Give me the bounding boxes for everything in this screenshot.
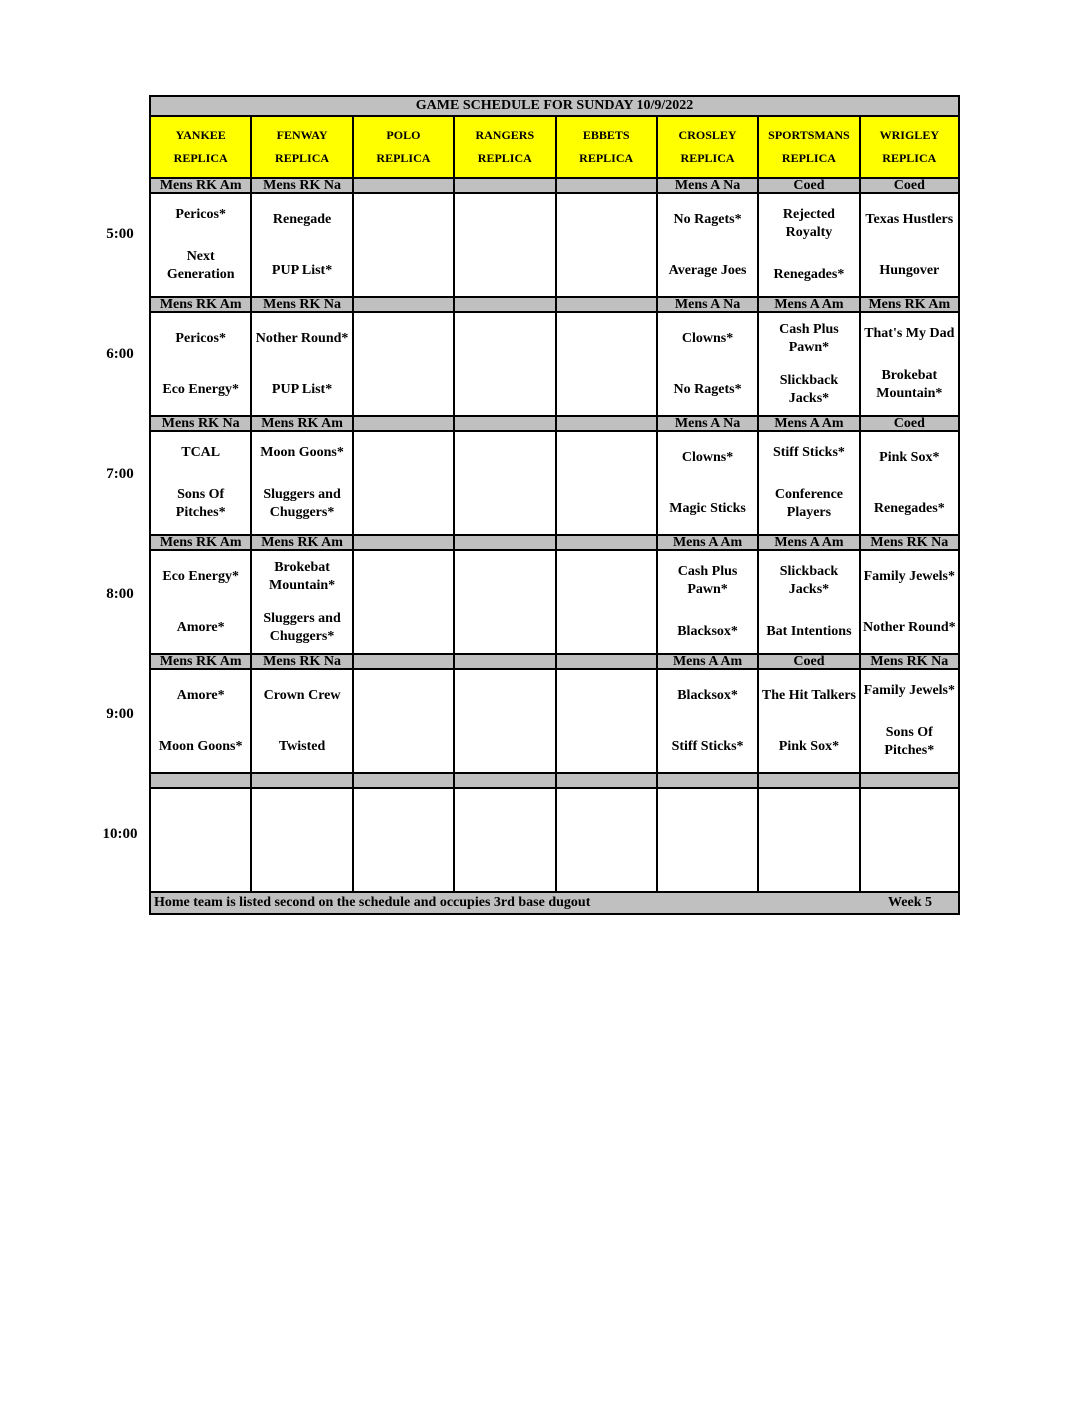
- game-cell: [352, 432, 453, 536]
- game-cell: [453, 313, 554, 417]
- division-cell: Coed: [859, 179, 960, 194]
- division-cell: [453, 298, 554, 313]
- game-cell: [352, 313, 453, 417]
- division-cell: Mens RK Na: [250, 655, 351, 670]
- division-cell: Mens A Na: [656, 298, 757, 313]
- away-team: Amore*: [176, 687, 225, 703]
- division-cell: Mens RK Na: [250, 179, 351, 194]
- field-type: REPLICA: [275, 151, 330, 165]
- game-cell: [757, 313, 858, 417]
- division-cell: Mens RK Na: [250, 298, 351, 313]
- game-cell: [859, 313, 960, 417]
- division-cell: [757, 774, 858, 789]
- game-cell: [656, 670, 757, 774]
- division-cell: Mens A Am: [757, 536, 858, 551]
- division-cell: Mens RK Am: [149, 655, 250, 670]
- division-cell: [555, 655, 656, 670]
- game-row: [149, 432, 960, 536]
- game-cell: [656, 432, 757, 536]
- division-cell: [453, 417, 554, 432]
- game-cell: [757, 789, 858, 893]
- field-type: REPLICA: [173, 151, 228, 165]
- home-team: Hungover: [879, 262, 940, 278]
- home-team: Stiff Sticks*: [671, 738, 744, 754]
- time-slots: [149, 179, 960, 893]
- game-cell: [250, 432, 351, 536]
- game-row: [149, 670, 960, 774]
- home-team: Sons Of Pitches*: [884, 725, 935, 758]
- game-cell: [250, 789, 351, 893]
- division-cell: Mens RK Am: [859, 298, 960, 313]
- time-label: 8:00: [106, 586, 134, 602]
- game-cell: [656, 789, 757, 893]
- game-cell: [859, 432, 960, 536]
- away-team: Cash Plus Pawn*: [779, 321, 839, 355]
- division-cell: [453, 774, 554, 789]
- field-name: EBBETS: [582, 128, 630, 142]
- game-cell: [149, 670, 250, 774]
- home-team: Sons Of Pitches*: [175, 487, 226, 520]
- game-row: [149, 551, 960, 655]
- game-cell: [859, 194, 960, 298]
- away-team: Moon Goons*: [260, 445, 344, 460]
- game-cell: [149, 432, 250, 536]
- division-cell: Mens A Na: [656, 179, 757, 194]
- division-cell: [250, 774, 351, 789]
- time-label: 7:00: [106, 466, 134, 482]
- away-team: Blacksox*: [677, 687, 738, 703]
- game-cell: [149, 551, 250, 655]
- division-cell: Mens RK Am: [149, 536, 250, 551]
- time-label: 10:00: [102, 826, 138, 842]
- field-name: FENWAY: [276, 128, 328, 142]
- division-cell: [453, 536, 554, 551]
- home-team: Average Joes: [668, 262, 747, 278]
- away-team: Family Jewels*: [863, 683, 955, 698]
- division-cell: [555, 774, 656, 789]
- home-team: Slickback Jacks*: [779, 372, 839, 406]
- field-name: SPORTSMANS: [768, 128, 850, 142]
- division-cell: [149, 774, 250, 789]
- away-team: The Hit Talkers: [761, 687, 856, 703]
- division-cell: Mens RK Am: [149, 179, 250, 194]
- time-label: 9:00: [106, 706, 134, 722]
- division-cell: [555, 298, 656, 313]
- footer-note: Home team is listed second on the schedule and occupies 3rd base dugout: [154, 895, 591, 910]
- away-team: Pericos*: [175, 207, 226, 222]
- division-cell: [859, 774, 960, 789]
- division-row: [149, 774, 960, 789]
- away-team: Slickback Jacks*: [779, 564, 839, 597]
- home-team: Pink Sox*: [778, 738, 840, 754]
- away-team: Renegade: [272, 211, 332, 227]
- away-team: That's My Dad: [864, 326, 955, 341]
- game-cell: [250, 670, 351, 774]
- division-cell: Mens RK Am: [250, 417, 351, 432]
- home-team: Amore*: [176, 619, 225, 635]
- game-cell: [352, 670, 453, 774]
- away-team: Crown Crew: [263, 687, 341, 703]
- game-cell: [352, 551, 453, 655]
- division-cell: [453, 655, 554, 670]
- home-team: Renegades*: [873, 500, 945, 516]
- game-cell: [453, 670, 554, 774]
- away-team: Brokebat Mountain*: [269, 559, 336, 593]
- field-name: POLO: [386, 128, 421, 142]
- division-cell: [555, 179, 656, 194]
- field-header-ebbets: [555, 117, 656, 179]
- home-team: Next Generation: [166, 249, 235, 282]
- field-type: REPLICA: [680, 151, 735, 165]
- division-cell: [352, 774, 453, 789]
- division-cell: [656, 774, 757, 789]
- home-team: Eco Energy*: [162, 381, 239, 397]
- home-team: Brokebat Mountain*: [876, 368, 943, 401]
- division-row: [149, 417, 960, 432]
- division-cell: [352, 655, 453, 670]
- field-header-sportsmans: [757, 117, 858, 179]
- away-team: Nother Round*: [255, 330, 349, 346]
- game-cell: [250, 551, 351, 655]
- game-cell: [555, 551, 656, 655]
- week-label: Week 5: [888, 895, 932, 910]
- away-team: Texas Hustlers: [865, 211, 954, 227]
- away-team: Cash Plus Pawn*: [677, 564, 738, 597]
- field-name: RANGERS: [475, 128, 535, 142]
- division-cell: [555, 536, 656, 551]
- game-cell: [453, 551, 554, 655]
- schedule-footer: [149, 893, 960, 915]
- division-cell: [453, 179, 554, 194]
- division-cell: [352, 179, 453, 194]
- away-team: Eco Energy*: [162, 568, 239, 584]
- field-header-fenway: [250, 117, 351, 179]
- field-name: CROSLEY: [678, 128, 737, 142]
- game-row: [149, 313, 960, 417]
- game-cell: [757, 670, 858, 774]
- field-header-wrigley: [859, 117, 960, 179]
- home-team: Conference Players: [774, 487, 844, 520]
- division-cell: [352, 298, 453, 313]
- division-cell: Mens RK Na: [859, 655, 960, 670]
- field-name: YANKEE: [175, 128, 226, 142]
- game-cell: [453, 432, 554, 536]
- division-row: [149, 179, 960, 194]
- home-team: Sluggers and Chuggers*: [263, 487, 341, 520]
- division-cell: Mens A Am: [656, 536, 757, 551]
- away-team: Stiff Sticks*: [772, 445, 845, 460]
- game-cell: [250, 313, 351, 417]
- field-type: REPLICA: [477, 151, 532, 165]
- away-team: Pericos*: [175, 330, 226, 346]
- division-cell: Coed: [757, 655, 858, 670]
- home-team: Magic Sticks: [669, 500, 746, 516]
- home-team: PUP List*: [271, 262, 333, 278]
- division-cell: Mens A Am: [656, 655, 757, 670]
- field-header-row: [149, 117, 960, 179]
- division-cell: Mens A Am: [757, 298, 858, 313]
- field-header-rangers: [453, 117, 554, 179]
- home-team: Blacksox*: [677, 624, 738, 639]
- away-team: No Ragets*: [673, 211, 742, 227]
- field-type: REPLICA: [579, 151, 634, 165]
- away-team: Clowns*: [681, 449, 734, 465]
- home-team: No Ragets*: [673, 381, 742, 397]
- division-cell: Mens RK Na: [149, 417, 250, 432]
- field-type: REPLICA: [376, 151, 431, 165]
- division-row: [149, 536, 960, 551]
- away-team: TCAL: [181, 445, 221, 460]
- game-cell: [757, 551, 858, 655]
- schedule-table: [149, 95, 960, 915]
- field-header-crosley: [656, 117, 757, 179]
- away-team: Clowns*: [681, 330, 734, 346]
- game-row: [149, 789, 960, 893]
- game-cell: [352, 194, 453, 298]
- home-team: Renegades*: [773, 267, 845, 282]
- field-header-yankee: [149, 117, 250, 179]
- division-row: [149, 655, 960, 670]
- game-row: [149, 194, 960, 298]
- game-cell: [555, 194, 656, 298]
- home-team: Bat Intentions: [766, 624, 852, 639]
- home-team: Nother Round*: [862, 619, 956, 635]
- home-team: PUP List*: [271, 381, 333, 397]
- game-cell: [656, 313, 757, 417]
- away-team: Pink Sox*: [879, 449, 940, 465]
- field-header-polo: [352, 117, 453, 179]
- game-cell: [757, 194, 858, 298]
- field-name: WRIGLEY: [879, 128, 939, 142]
- division-cell: Mens A Na: [656, 417, 757, 432]
- division-cell: Mens RK Am: [250, 536, 351, 551]
- game-cell: [859, 789, 960, 893]
- away-team: Family Jewels*: [863, 568, 955, 584]
- home-team: Twisted: [278, 738, 326, 754]
- game-cell: [149, 313, 250, 417]
- game-cell: [555, 313, 656, 417]
- division-row: [149, 298, 960, 313]
- division-cell: Coed: [757, 179, 858, 194]
- game-cell: [453, 194, 554, 298]
- game-cell: [555, 789, 656, 893]
- time-label: 6:00: [106, 346, 134, 362]
- game-cell: [555, 670, 656, 774]
- game-cell: [149, 789, 250, 893]
- away-team: Rejected Royalty: [782, 207, 835, 240]
- home-team: Sluggers and Chuggers*: [263, 610, 341, 644]
- game-cell: [555, 432, 656, 536]
- division-cell: Mens RK Na: [859, 536, 960, 551]
- game-cell: [453, 789, 554, 893]
- division-cell: Coed: [859, 417, 960, 432]
- division-cell: Mens A Am: [757, 417, 858, 432]
- division-cell: [352, 536, 453, 551]
- division-cell: [352, 417, 453, 432]
- game-cell: [859, 670, 960, 774]
- game-cell: [250, 194, 351, 298]
- game-cell: [656, 194, 757, 298]
- game-cell: [757, 432, 858, 536]
- field-type: REPLICA: [882, 151, 937, 165]
- field-type: REPLICA: [781, 151, 836, 165]
- game-cell: [656, 551, 757, 655]
- game-cell: [859, 551, 960, 655]
- home-team: Moon Goons*: [158, 738, 243, 754]
- division-cell: Mens RK Am: [149, 298, 250, 313]
- game-cell: [352, 789, 453, 893]
- time-label: 5:00: [106, 226, 134, 242]
- game-cell: [149, 194, 250, 298]
- division-cell: [555, 417, 656, 432]
- schedule-title: GAME SCHEDULE FOR SUNDAY 10/9/2022: [149, 95, 960, 117]
